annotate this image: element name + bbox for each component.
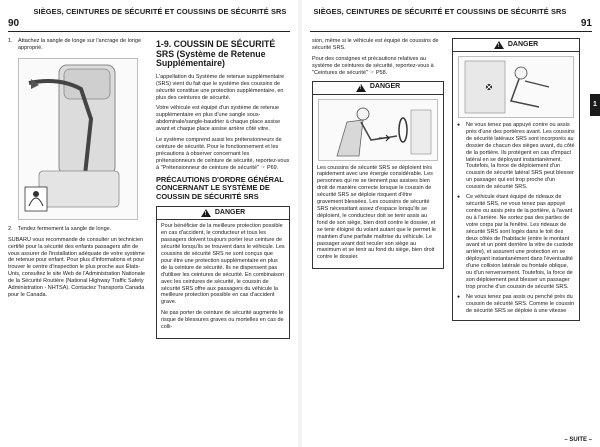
- sub-title: PRÉCAUTIONS D'ORDRE GÉNÉRAL CONCERNANT LE SYSTÈME DE COUSSIN DE SÉCURITÉ SRS: [156, 174, 284, 201]
- right-page-number: 91: [580, 18, 592, 29]
- step-item: [8, 38, 148, 52]
- left-page: [0, 0, 298, 447]
- step-number: 1.: [8, 38, 13, 44]
- warning-icon: [494, 41, 504, 49]
- danger-bullet-list: [457, 122, 575, 314]
- left-column-2: [156, 38, 290, 339]
- danger-body: [313, 95, 443, 269]
- warning-icon: [201, 209, 211, 217]
- paragraph: Pour des consignes et précautions relatives au système de ceintures de sécurité, reportez-vous à "Ceintures de sécurité" ☞ P58.: [312, 55, 434, 76]
- danger-label: DANGER: [369, 83, 401, 91]
- right-page-header: [310, 6, 592, 32]
- paragraph: sion, même si le véhicule est équipé de coussins de sécurité SRS.: [312, 38, 439, 51]
- passenger-door-illustration: [458, 56, 574, 118]
- right-page: [302, 0, 600, 447]
- danger-paragraph: Pour bénéficier de la meilleure protection possible en cas d'accident, le conducteur et tous les passagers doivent toujours porter leur ceinture de sécurité lorsqu'ils se trouvent dans le véhicule. Les coussins de sécurité SRS ne sont conçus que pour être une protection supplémentaire en plus de la ceinture de sécurité. Ils ne dispensent pas d'utiliser les ceintures de sécurité. En combinaison avec les ceintures de sécurité, le coussin de sécurité SRS offre aux passagers du véhicule la meilleure protection possible en cas d'accident grave.: [161, 223, 285, 306]
- continued-label: – SUITE –: [564, 437, 592, 443]
- danger-box-left: [156, 206, 290, 339]
- left-column-1: [8, 38, 148, 303]
- danger-label: DANGER: [507, 40, 539, 48]
- step-item: [8, 226, 148, 233]
- passenger-drawing: [459, 57, 573, 117]
- bullet-item: ● Ne vous tenez pas assis ou penché près du coussin de sécurité SRS. Comme le coussin de sécurité SRS se déploie à une vitesse: [457, 294, 575, 315]
- driver-drawing: [319, 100, 437, 160]
- section-title: 1-9. COUSSIN DE SÉCURITÉ SRS (Système de Retenue Supplémentaire): [156, 39, 276, 69]
- bullet-item: ● Ne vous tenez pas appuyé contre ou assis près d'une des portières avant. Les coussins de sécurité latéraux SRS sont incorporés au dossier de chacun des sièges avant, du côté de la portière. Ils protègent en cas d'impact latéral en se déployant instantanément. Toutefois, la force de déploiement d'un coussin de sécurité latéral SRS peut blesser un passager qui est trop proche d'un coussin de sécurité SRS.: [457, 122, 575, 191]
- paragraph: L'appellation du Système de retenue supplémentaire (SRS) vient du fait que le système des coussins de sécurité constitue une protection supplémentaire, en plus des ceintures de sécurité.: [156, 73, 285, 101]
- left-header-title: SIÈGES, CEINTURES DE SÉCURITÉ ET COUSSINS DE SÉCURITÉ SRS: [33, 7, 287, 16]
- tether-drawing: [19, 59, 137, 219]
- right-column-2: [452, 38, 580, 321]
- paragraph: Le système comprend aussi les prétensionneurs de ceinture de sécurité. Pour le fonctionnement et les précautions à observer concernant les prétensionneurs de ceinture de sécurité, reportez-vous à "Prétensionneur de ceinture de sécurité" ☞ P69.: [156, 137, 290, 171]
- right-column-1: [312, 38, 444, 269]
- danger-header: [453, 39, 579, 52]
- danger-box-right: [452, 38, 580, 321]
- paragraph: Votre véhicule est équipé d'un système de retenue supplémentaire en plus d'une sangle sous-abdominale/sangle-baudrier à chaque place assise avant et chaque place assise arrière côté vitre.: [156, 105, 281, 133]
- warning-icon: [356, 84, 366, 92]
- danger-body: [157, 220, 289, 338]
- danger-label: DANGER: [214, 208, 246, 216]
- left-page-header: [8, 6, 290, 32]
- subaru-recommendation: SUBARU vous recommande de consulter un technicien certifié pour la sécurité des enfants passagers afin de vous assurer de l'installation adéquate de votre système de retenue pour enfant. Pour plus d'informations et pour trouver le centre d'inspection le plus proche aux États-Unis, consultez le site Web de l'Administration Nationale de la Sécurité Routière (National Highway Traffic Safety Administration - NHTSA). Contactez Transports Canada pour le Canada.: [8, 236, 145, 298]
- driver-seating-illustration: [318, 99, 438, 161]
- danger-box-middle: [312, 81, 444, 270]
- danger-body: [453, 52, 579, 320]
- bullet-item: ● Ce véhicule étant équipé de rideaux de sécurité SRS, ne vous tenez pas appuyé contre ou assis près de la portière, à l'avant ou à l'arrière. Ne sortez pas des parties de votre corps par la fenêtre. Les rideaux de sécurité SRS sont logés dans le toit des deux côtés de l'habitacle (entre le montant avant et un point derrière la vitre de custode arrière), et assurent une protection en se déployant instantanément dans l'éventualité d'une collision latérale ou frontale oblique, ou d'un renversement. Toutefois, la force de son déploiement peut blesser un passager trop proche d'un coussin de sécurité SRS.: [457, 194, 575, 291]
- left-page-number: 90: [8, 18, 20, 29]
- danger-paragraph: Ne pas porter de ceinture de sécurité augmente le risque de blessures graves ou mortelles en cas de colli-: [161, 310, 284, 331]
- step-text: Attachez la sangle de longe sur l'ancrage de longe approprié.: [18, 38, 142, 51]
- danger-header: [157, 207, 289, 220]
- tether-illustration: [18, 58, 138, 220]
- step-text: Tendez fermement la sangle de longe.: [18, 225, 112, 232]
- danger-header: [313, 82, 443, 95]
- danger-paragraph: Les coussins de sécurité SRS se déploient très rapidement avec une énergie considérable. Les personnes qui ne se tiennent pas assises bien droit de manière correcte lorsque le coussin de sécurité SRS se déploie risquent d'être gravement blessées. Les coussins de sécurité SRS nécessitant assez d'espace lorsqu'ils se déploient, le conducteur doit se tenir assis au fond de son siège, bien droit contre le dossier, et se tenir éloigné du volant autant que le permet le maintien d'une parfaite maîtrise du véhicule. Le passager avant doit reculer son siège au maximum et se tenir au fond du siège, bien droit contre le dossier.: [317, 164, 436, 261]
- right-header-title: SIÈGES, CEINTURES DE SÉCURITÉ ET COUSSINS DE SÉCURITÉ SRS: [313, 7, 567, 16]
- step-number: 2.: [8, 225, 13, 232]
- chapter-tab: 1: [590, 94, 600, 116]
